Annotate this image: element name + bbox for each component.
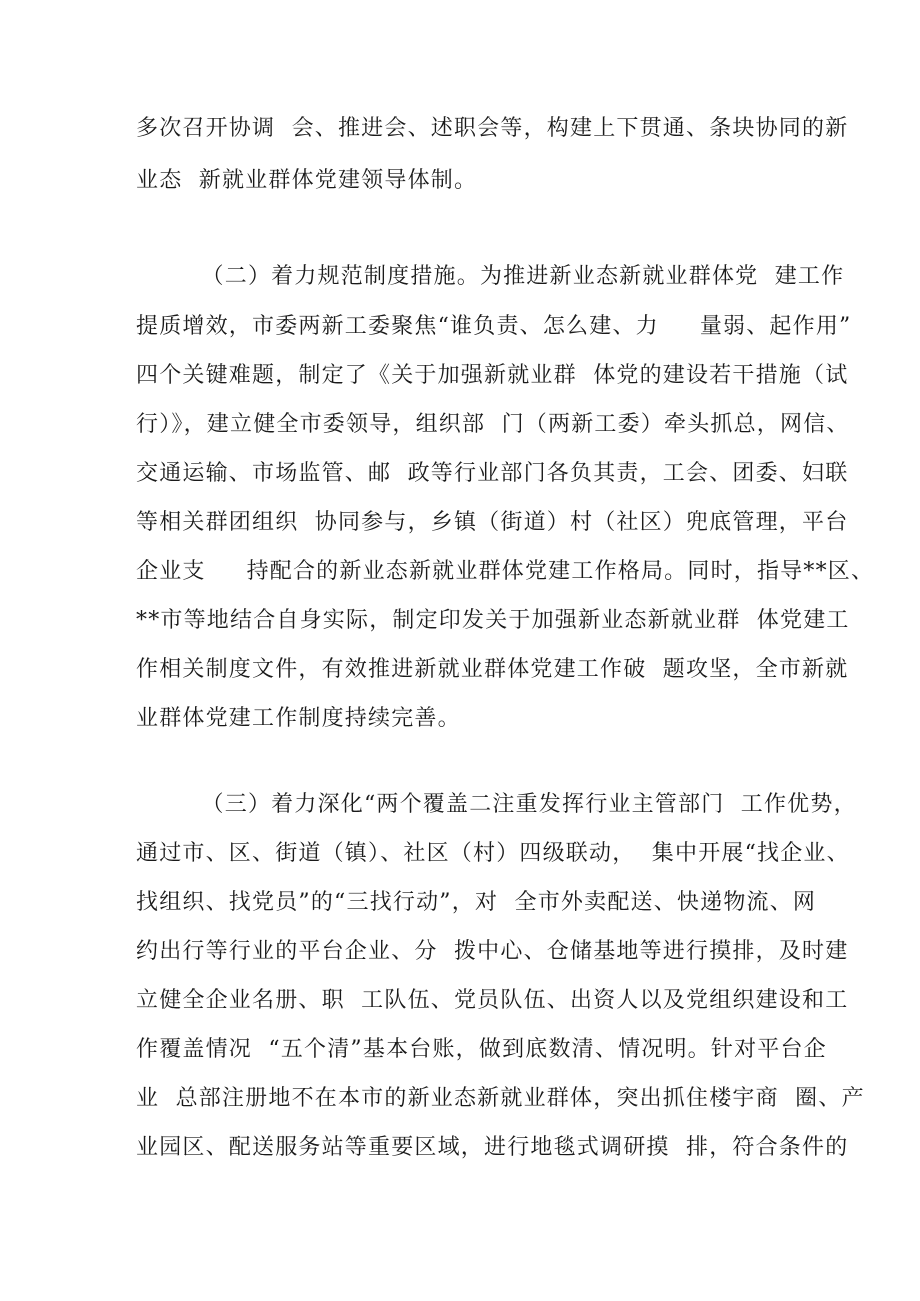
paragraph-3-line-3: 找组织、找党员”的“三找行动”，对 全市外卖配送、快递物流、网 (136, 890, 817, 915)
paragraph-3-line-8: 业园区、配送服务站等重要区域，进行地毯式调研摸 排，符合条件的 (136, 1135, 849, 1160)
paragraph-3-line-1: （三）着力深化“两个覆盖二注重发挥行业主管部门 工作优势， (136, 792, 857, 817)
paragraph-2-line-5: 交通运输、市场监管、邮 政等行业部门各负其责，工会、团委、妇联 (136, 461, 849, 486)
paragraph-3-line-4: 约出行等行业的平台企业、分 拨中心、仓储基地等进行摸排，及时建 (136, 939, 849, 964)
paragraph-2-line-7: 企业支 持配合的新业态新就业群体党建工作格局。同时，指导**区、 (136, 559, 875, 584)
paragraph-3-line-5: 立健全企业名册、职 工队伍、党员队伍、出资人以及党组织建设和工 (136, 988, 849, 1013)
paragraph-2-line-8: **市等地结合自身实际，制定印发关于加强新业态新就业群 体党建工 (136, 608, 850, 633)
paragraph-2-line-10: 业群体党建工作制度持续完善。 (136, 706, 461, 731)
paragraph-2-line-3: 四个关键难题，制定了《关于加强新就业群 体党的建设若干措施（试 (136, 363, 849, 388)
paragraph-3-line-6: 作覆盖情况 “五个清”基本台账，做到底数清、情况明。针对平台企 (136, 1037, 827, 1062)
paragraph-2-line-2: 提质增效，市委两新工委聚焦“谁负责、怎么建、力 量弱、起作用” (136, 314, 852, 339)
paragraph-2-line-6: 等相关群团组织 协同参与，乡镇（街道）村（社区）兜底管理，平台 (136, 510, 849, 535)
paragraph-2-line-4: 行）》，建立健全市委领导，组织部 门（两新工委）牵头抓总，网信、 (136, 412, 850, 437)
paragraph-1-line-1: 多次召开协调 会、推进会、述职会等，构建上下贯通、条块协同的新 (136, 116, 849, 141)
paragraph-1-line-2: 业态 新就业群体党建领导体制。 (136, 168, 478, 193)
paragraph-2-line-9: 作相关制度文件，有效推进新就业群体党建工作破 题攻坚，全市新就 (136, 657, 849, 682)
paragraph-3-line-2: 通过市、区、街道（镇）、社区（村）四级联动， 集中开展“找企业、 (136, 841, 850, 866)
paragraph-3-line-7: 业 总部注册地不在本市的新业态新就业群体，突出抓住楼宇商 圈、产 (136, 1086, 865, 1111)
paragraph-2-line-1: （二）着力规范制度措施。为推进新业态新就业群体党 建工作 (136, 264, 845, 289)
